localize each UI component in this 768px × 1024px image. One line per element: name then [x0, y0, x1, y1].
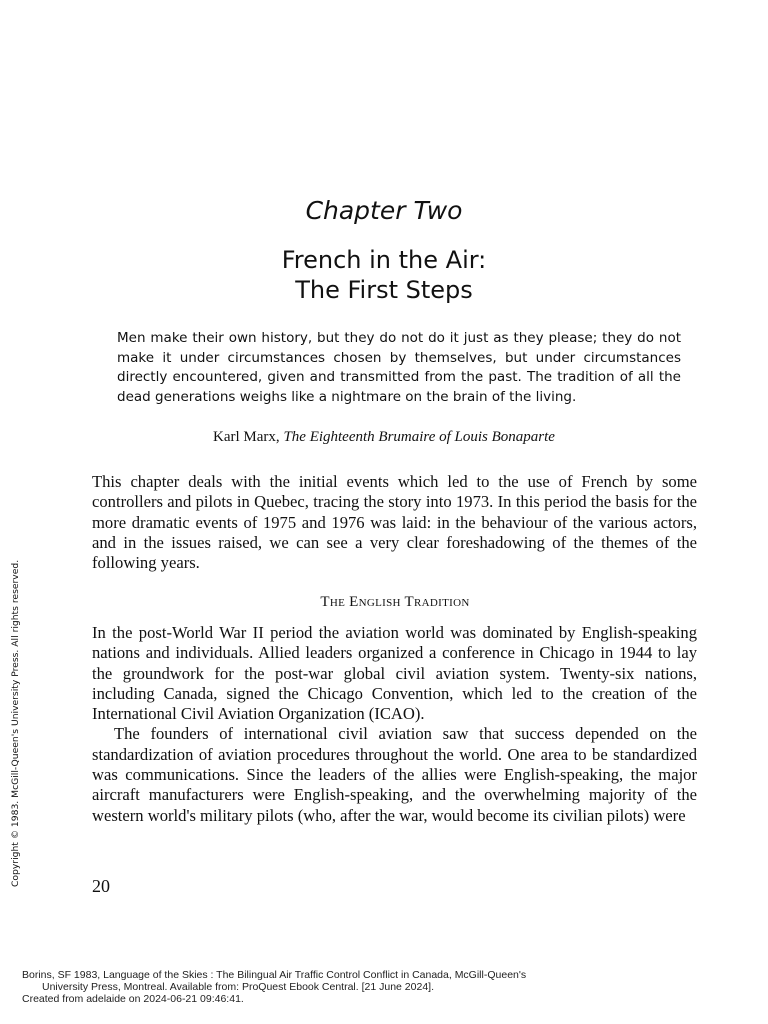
page-number: 20 — [92, 876, 110, 896]
footer-line-2: University Press, Montreal. Available from: ProQuest Ebook Central. [21 June 2024]. — [42, 981, 434, 993]
section-heading: The English Tradition — [320, 594, 470, 610]
chapter-title-line-1: French in the Air: — [281, 246, 487, 274]
epigraph-work-title: The Eighteenth Brumaire of Louis Bonaparte — [283, 429, 555, 445]
epigraph: Men make their own history, but they do not do it just as they please; they do not make it under circumstances chosen by themselves, but under circumstances directly encountered, given and transmitted from the past. The tradition of all the dead generations weighs like a nightmare on the brain of the living. — [117, 330, 681, 405]
section-body — [92, 623, 697, 826]
chapter-title-line-2: The First Steps — [295, 276, 473, 304]
footer-line-3: Created from adelaide on 2024-06-21 09:46:41. — [22, 993, 244, 1005]
body-paragraph-1: In the post-World War II period the aviation world was dominated by English-speaking nations and individuals. Allied leaders organized a conference in Chicago in 1944 to lay the groundwork for the post-war global civil aviation system. Twenty-six nations, including Canada, signed the Chicago Convention, which led to the creation of the International Civil Aviation Organization (ICAO). — [92, 623, 697, 724]
epigraph-author: Karl Marx, — [213, 429, 280, 445]
chapter-title — [0, 245, 768, 305]
intro-paragraph: This chapter deals with the initial events which led to the use of French by some controllers and pilots in Quebec, tracing the story into 1973. In this period the basis for the more dramatic events of 1975 and 1976 was laid: in the behaviour of the various actors, and in the issues raised, we can see a very clear foreshadowing of the themes of the following years. — [92, 472, 697, 573]
citation-footer — [22, 969, 762, 1005]
body-paragraph-2: The founders of international civil aviation saw that success depended on the standardization of aviation procedures throughout the world. One area to be standardized was communications. Since the leaders of the allies were English-speaking, the major aircraft manufacturers were English-speaking, and the overwhelming majority of the western world's military pilots (who, after the war, would become its civilian pilots) were — [92, 724, 697, 825]
footer-line-1: Borins, SF 1983, Language of the Skies : The Bilingual Air Traffic Control Conflict in Canada, McGill-Queen's — [22, 969, 527, 981]
chapter-label: Chapter Two — [305, 196, 463, 225]
epigraph-attribution — [0, 429, 768, 446]
copyright-notice: Copyright © 1983. McGill-Queen's University Press. All rights reserved. — [10, 559, 21, 887]
